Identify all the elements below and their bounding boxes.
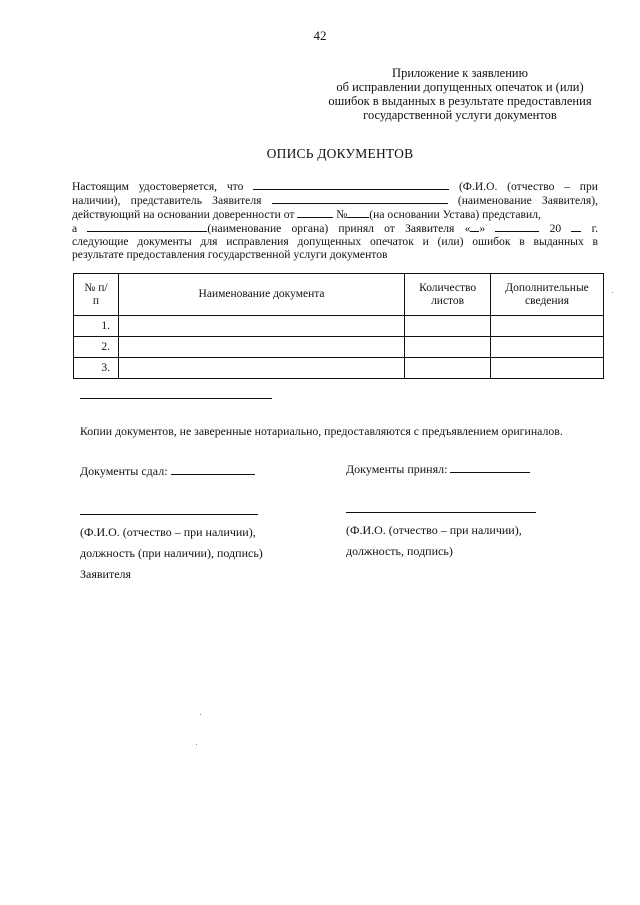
received-signature-line — [346, 512, 536, 513]
cell-additional-info — [491, 337, 604, 358]
text: 20 — [549, 222, 562, 235]
table-row — [74, 358, 604, 379]
header-sheet-count: Количество листов — [405, 274, 491, 316]
page-number: 42 — [313, 28, 327, 43]
scan-speck — [612, 292, 613, 293]
cell-sheet-count — [405, 337, 491, 358]
cell-sheet-count — [405, 316, 491, 337]
appendix-line: ошибок в выданных в результате предоставления — [328, 94, 592, 108]
scan-speck — [196, 744, 197, 745]
row-number: 2. — [74, 337, 119, 358]
scan-speck — [200, 714, 201, 715]
paragraph-line-3 — [72, 207, 598, 222]
cell-document-name — [118, 316, 404, 337]
paragraph-line-6: результате предоставления государственной услуги документов — [72, 248, 388, 261]
blank-organ — [87, 221, 207, 232]
blank-fio — [253, 179, 449, 190]
received-caption-2: должность, подпись) — [346, 544, 453, 558]
text: Настоящим удостоверяется, что — [72, 180, 244, 193]
table-row — [74, 337, 604, 358]
text: наличии), представитель Заявителя — [72, 194, 262, 207]
submitted-caption-2: должность (при наличии), подпись) — [80, 546, 263, 560]
documents-table — [73, 273, 604, 379]
cell-additional-info — [491, 358, 604, 379]
cell-document-name — [118, 358, 404, 379]
appendix-header — [300, 66, 620, 122]
blank-received — [450, 462, 530, 473]
blank-year — [571, 221, 581, 232]
blank-number — [347, 207, 369, 218]
text: Документы сдал: — [80, 464, 168, 478]
cell-additional-info — [491, 316, 604, 337]
paragraph-line-2 — [72, 193, 598, 208]
appendix-line: об исправлении допущенных опечаток и (или) — [336, 80, 584, 94]
row-number: 3. — [74, 358, 119, 379]
submitted-caption-1: (Ф.И.О. (отчество – при наличии), — [80, 525, 256, 539]
appendix-line: государственной услуги документов — [363, 108, 557, 122]
text: а — [72, 222, 78, 235]
row-number: 1. — [74, 316, 119, 337]
footnote-separator — [80, 398, 272, 399]
table-header-row — [74, 274, 604, 316]
blank-month — [495, 221, 539, 232]
submitted-caption-3: Заявителя — [80, 567, 132, 581]
document-title: ОПИСЬ ДОКУМЕНТОВ — [266, 146, 414, 161]
text: г. — [591, 222, 599, 235]
header-document-name: Наименование документа — [118, 274, 404, 316]
text: (на основании Устава) представил, — [369, 208, 541, 221]
blank-submitted — [171, 464, 255, 475]
cell-sheet-count — [405, 358, 491, 379]
header-additional-info: Дополнительные сведения — [491, 274, 604, 316]
header-number: № п/п — [74, 274, 119, 316]
received-label — [346, 462, 530, 477]
received-caption-1: (Ф.И.О. (отчество – при наличии), — [346, 523, 522, 537]
text: Документы принял: — [346, 462, 448, 476]
blank-date — [297, 207, 333, 218]
text: (наименование Заявителя), — [457, 194, 598, 207]
blank-representative — [272, 193, 448, 204]
text: (Ф.И.О. (отчество – при — [458, 180, 598, 193]
appendix-line: Приложение к заявлению — [392, 66, 528, 80]
submitted-label — [80, 464, 255, 479]
copies-note: Копии документов, не заверенные нотариально, предоставляются с предъявлением оригиналов. — [80, 424, 563, 438]
table-row — [74, 316, 604, 337]
cell-document-name — [118, 337, 404, 358]
text: № — [336, 208, 348, 221]
text: (наименование органа) принял от Заявителя « — [207, 222, 471, 235]
paragraph-line-5: следующие документы для исправления допущенных опечаток и (или) ошибок в выданных в — [72, 235, 598, 248]
paragraph-line-1 — [72, 179, 598, 194]
text: действующий на основании доверенности от — [72, 208, 295, 221]
paragraph-line-4 — [72, 221, 598, 236]
text: » — [479, 222, 486, 235]
submitted-signature-line — [80, 514, 258, 515]
